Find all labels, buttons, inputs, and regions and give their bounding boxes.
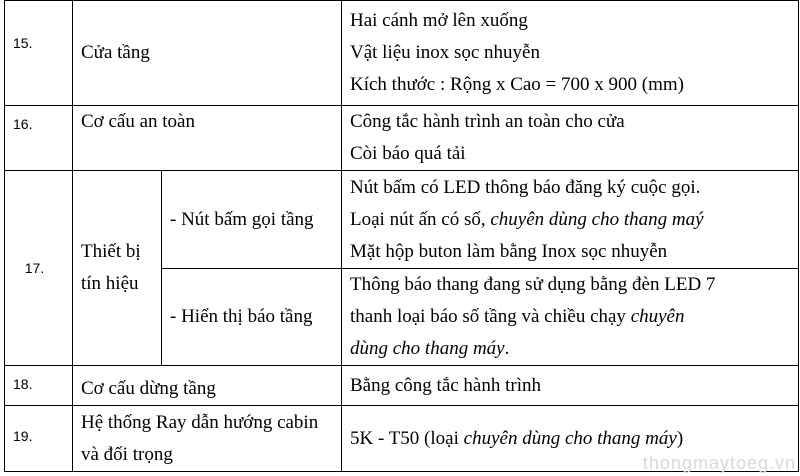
item-description [342, 171, 799, 269]
item-name: Cơ cấu an toàn [73, 106, 342, 171]
item-description [342, 106, 799, 171]
desc-italic: chuyên dùng cho thang maý [490, 208, 704, 230]
table-row [5, 171, 799, 269]
item-name: Cửa tầng [73, 1, 342, 106]
desc-line [350, 204, 790, 236]
desc-line: Hai cánh mở lên xuống [350, 10, 528, 31]
table-row [5, 366, 799, 406]
desc-line: Mặt hộp buton làm bằng Inox sọc nhuyễn [350, 240, 668, 262]
sub-item-name: - Nút bấm gọi tầng [162, 171, 342, 269]
desc-line: Bằng công tắc hành trình [350, 374, 542, 396]
sub-item-name: - Hiển thị báo tầng [162, 269, 342, 366]
row-number: 16. [5, 106, 73, 171]
watermark-text: thongmaytoeg.vn [642, 453, 796, 473]
desc-text: Loại nút ấn có số, [350, 208, 491, 230]
desc-line: Nút bấm có LED thông báo đăng ký cuộc gọi. [350, 176, 701, 198]
row-number: 17. [5, 171, 73, 366]
spec-table [4, 0, 799, 472]
desc-text: thanh loại báo số tầng và chiều chạy [350, 306, 631, 327]
item-name: Hệ thống Ray dẫn hướng cabin và đối trọng [73, 406, 342, 472]
desc-line: Kích thước : Rộng x Cao = 700 x 900 (mm) [350, 74, 684, 95]
desc-italic: chuyên dùng cho thang máy [463, 427, 677, 449]
desc-text: ) [676, 427, 684, 449]
desc-line [350, 423, 790, 455]
desc-line: Thông báo thang đang sử dụng bằng đèn LED 7 [350, 274, 716, 295]
desc-line: Vật liệu inox sọc nhuyễn [350, 42, 540, 63]
desc-italic: dùng cho thang máy [350, 338, 505, 359]
row-number: 15. [5, 1, 73, 106]
desc-line: Công tắc hành trình an toàn cho cửa [350, 111, 625, 132]
item-description [342, 366, 799, 406]
item-name: Thiết bị tín hiệu [73, 171, 162, 366]
row-number: 19. [5, 406, 73, 472]
desc-line: Còi báo quá tải [350, 143, 466, 164]
item-name: Cơ cấu dừng tầng [73, 366, 342, 406]
item-description [342, 1, 799, 106]
table-row [5, 106, 799, 171]
desc-text: 5K - T50 (loại [350, 427, 464, 449]
desc-text: . [504, 338, 510, 359]
table-row [5, 1, 799, 106]
row-number: 18. [5, 366, 73, 406]
desc-line [350, 301, 790, 333]
item-description [342, 269, 799, 366]
desc-line [350, 333, 790, 365]
desc-italic: chuyên [630, 306, 685, 327]
